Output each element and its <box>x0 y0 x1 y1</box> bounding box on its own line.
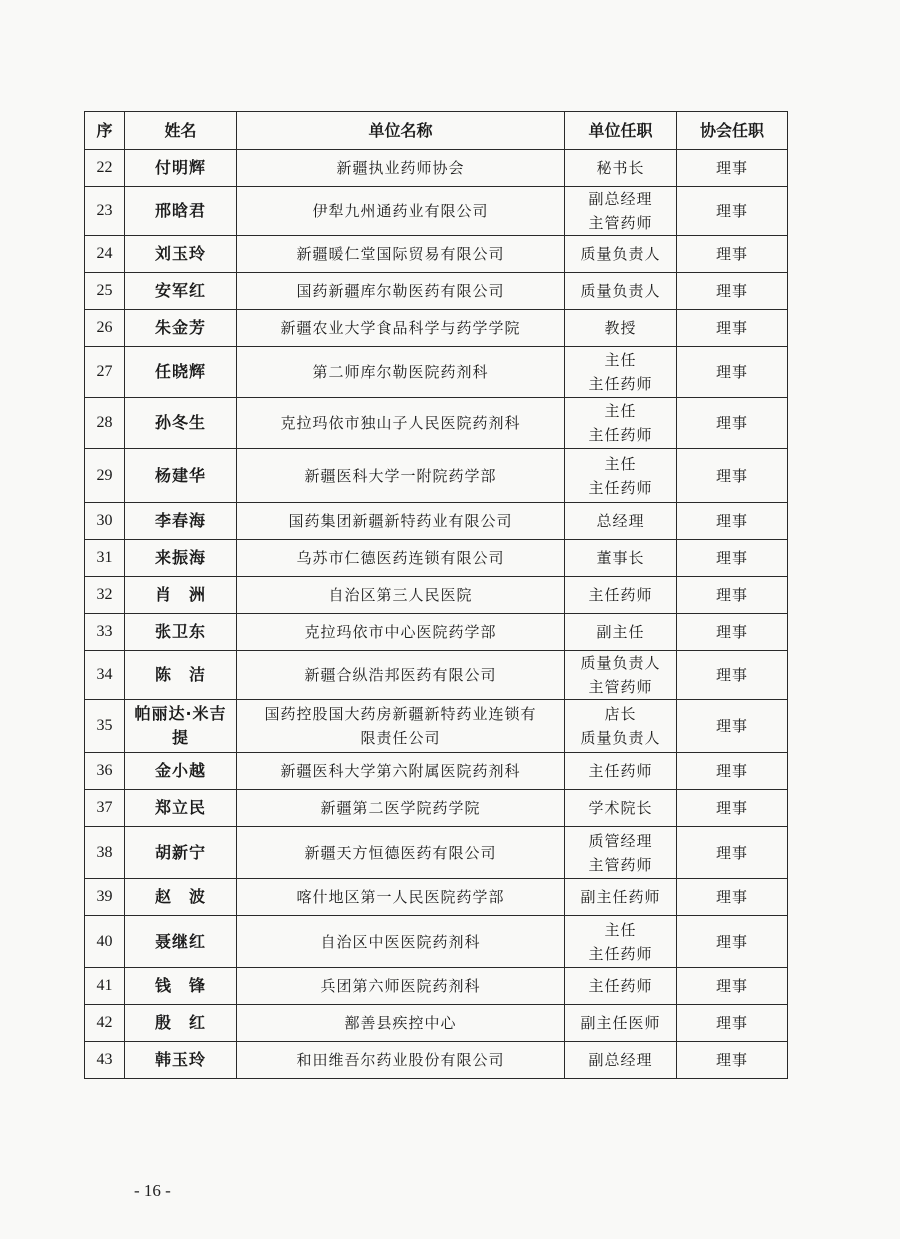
table-row <box>85 968 788 1005</box>
unit-title-cell-line: 主管药师 <box>588 855 653 874</box>
table-header-row <box>85 112 788 150</box>
unit-title-cell-line: 董事长 <box>596 549 645 567</box>
table-row <box>85 577 788 614</box>
seq-cell: 30 <box>85 503 125 540</box>
unit-title-cell <box>565 879 677 916</box>
unit-title-cell <box>565 651 677 700</box>
unit-title-cell-line: 副主任医师 <box>580 1014 661 1032</box>
unit-cell-line: 新疆执业药师协会 <box>336 159 465 177</box>
unit-title-cell-line: 主任 <box>604 351 637 369</box>
unit-cell <box>237 753 565 790</box>
association-role-cell: 理事 <box>677 879 788 916</box>
association-role-cell: 理事 <box>677 614 788 651</box>
unit-title-cell <box>565 968 677 1005</box>
table-row <box>85 310 788 347</box>
unit-title-cell-line: 质量负责人 <box>580 245 661 263</box>
unit-title-cell <box>565 503 677 540</box>
unit-cell <box>237 827 565 879</box>
seq-cell: 35 <box>85 700 125 753</box>
unit-cell <box>237 449 565 503</box>
association-role-cell: 理事 <box>677 1005 788 1042</box>
name-cell: 杨建华 <box>125 449 237 503</box>
association-role-cell: 理事 <box>677 398 788 449</box>
unit-title-cell <box>565 449 677 503</box>
seq-cell: 32 <box>85 577 125 614</box>
unit-cell <box>237 540 565 577</box>
unit-cell <box>237 879 565 916</box>
unit-cell <box>237 273 565 310</box>
unit-cell-line: 兵团第六师医院药剂科 <box>320 977 481 995</box>
unit-title-cell-line: 质量负责人 <box>580 654 661 672</box>
unit-title-cell <box>565 790 677 827</box>
unit-title-cell <box>565 1042 677 1079</box>
association-role-cell: 理事 <box>677 347 788 398</box>
header-name: 姓名 <box>125 112 237 150</box>
table-row <box>85 614 788 651</box>
name-cell: 韩玉玲 <box>125 1042 237 1079</box>
unit-title-cell-line: 秘书长 <box>596 159 645 177</box>
association-role-cell: 理事 <box>677 1042 788 1079</box>
unit-title-cell <box>565 614 677 651</box>
unit-title-cell-line: 主任药师 <box>588 586 653 604</box>
association-role-cell: 理事 <box>677 651 788 700</box>
unit-title-cell <box>565 236 677 273</box>
name-cell: 陈 洁 <box>125 651 237 700</box>
table-row <box>85 347 788 398</box>
unit-cell <box>237 150 565 187</box>
table-row <box>85 1042 788 1079</box>
seq-cell: 42 <box>85 1005 125 1042</box>
unit-title-cell <box>565 398 677 449</box>
unit-cell <box>237 1005 565 1042</box>
name-cell: 金小越 <box>125 753 237 790</box>
unit-cell <box>237 577 565 614</box>
association-role-cell: 理事 <box>677 753 788 790</box>
unit-title-cell <box>565 347 677 398</box>
unit-cell-line: 自治区第三人民医院 <box>328 586 473 604</box>
unit-title-cell-line: 教授 <box>604 319 637 337</box>
seq-cell: 36 <box>85 753 125 790</box>
seq-cell: 37 <box>85 790 125 827</box>
unit-cell-line: 限责任公司 <box>360 729 441 747</box>
unit-title-cell-line: 主管药师 <box>588 214 653 232</box>
unit-cell <box>237 614 565 651</box>
table-row <box>85 916 788 968</box>
name-cell: 付明辉 <box>125 150 237 187</box>
association-role-cell: 理事 <box>677 503 788 540</box>
unit-title-cell <box>565 150 677 187</box>
association-role-cell: 理事 <box>677 827 788 879</box>
unit-cell-line: 乌苏市仁德医药连锁有限公司 <box>296 549 505 567</box>
seq-cell: 24 <box>85 236 125 273</box>
association-role-cell: 理事 <box>677 187 788 236</box>
unit-cell-line: 新疆农业大学食品科学与药学学院 <box>280 319 521 337</box>
unit-cell-line: 伊犁九州通药业有限公司 <box>312 202 489 220</box>
name-cell: 郑立民 <box>125 790 237 827</box>
unit-cell <box>237 651 565 700</box>
table-row <box>85 790 788 827</box>
unit-cell <box>237 790 565 827</box>
unit-cell-line: 新疆暖仁堂国际贸易有限公司 <box>296 245 505 263</box>
name-cell: 邢晗君 <box>125 187 237 236</box>
table-body <box>85 150 788 1079</box>
seq-cell: 40 <box>85 916 125 968</box>
table-row <box>85 236 788 273</box>
unit-title-cell-line: 副主任 <box>596 623 645 641</box>
unit-title-cell <box>565 310 677 347</box>
table-row <box>85 398 788 449</box>
unit-title-cell-line: 质量负责人 <box>580 729 661 747</box>
unit-cell-line: 新疆第二医学院药学院 <box>320 799 481 817</box>
table-row <box>85 879 788 916</box>
unit-title-cell-line: 副主任药师 <box>580 888 661 906</box>
seq-cell: 22 <box>85 150 125 187</box>
name-cell: 来振海 <box>125 540 237 577</box>
unit-cell <box>237 503 565 540</box>
unit-title-cell <box>565 916 677 968</box>
unit-cell <box>237 236 565 273</box>
seq-cell: 39 <box>85 879 125 916</box>
member-table <box>84 111 788 1079</box>
header-unit: 单位名称 <box>237 112 565 150</box>
association-role-cell: 理事 <box>677 916 788 968</box>
seq-cell: 34 <box>85 651 125 700</box>
unit-title-cell-line: 学术院长 <box>588 799 653 817</box>
association-role-cell: 理事 <box>677 236 788 273</box>
table-row <box>85 187 788 236</box>
unit-cell-line: 克拉玛依市中心医院药学部 <box>304 623 497 641</box>
association-role-cell: 理事 <box>677 540 788 577</box>
unit-cell-line: 自治区中医医院药剂科 <box>320 932 481 951</box>
association-role-cell: 理事 <box>677 968 788 1005</box>
unit-title-cell <box>565 753 677 790</box>
table-row <box>85 651 788 700</box>
table-row <box>85 449 788 503</box>
unit-title-cell-line: 总经理 <box>596 512 645 530</box>
name-cell: 赵 波 <box>125 879 237 916</box>
unit-title-cell-line: 主管药师 <box>588 678 653 696</box>
seq-cell: 33 <box>85 614 125 651</box>
unit-title-cell-line: 主任 <box>604 454 637 473</box>
table-row <box>85 753 788 790</box>
seq-cell: 43 <box>85 1042 125 1079</box>
association-role-cell: 理事 <box>677 273 788 310</box>
unit-title-cell-line: 主任药师 <box>588 977 653 995</box>
association-role-cell: 理事 <box>677 700 788 753</box>
table-row <box>85 150 788 187</box>
unit-cell <box>237 187 565 236</box>
unit-cell-line: 新疆合纵浩邦医药有限公司 <box>304 666 497 684</box>
unit-title-cell <box>565 1005 677 1042</box>
seq-cell: 41 <box>85 968 125 1005</box>
header-seq: 序 <box>85 112 125 150</box>
unit-cell-line: 喀什地区第一人民医院药学部 <box>296 888 505 906</box>
name-cell: 张卫东 <box>125 614 237 651</box>
unit-cell-line: 克拉玛依市独山子人民医院药剂科 <box>280 414 521 432</box>
seq-cell: 27 <box>85 347 125 398</box>
unit-title-cell <box>565 187 677 236</box>
table-row <box>85 540 788 577</box>
unit-cell-line: 新疆医科大学第六附属医院药剂科 <box>280 762 521 780</box>
association-role-cell: 理事 <box>677 790 788 827</box>
association-role-cell: 理事 <box>677 310 788 347</box>
unit-title-cell-line: 主任药师 <box>588 426 653 444</box>
unit-cell-line: 和田维吾尔药业股份有限公司 <box>296 1051 505 1069</box>
unit-cell-line: 新疆医科大学一附院药学部 <box>304 466 497 485</box>
seq-cell: 29 <box>85 449 125 503</box>
unit-title-cell <box>565 577 677 614</box>
unit-title-cell-line: 主任药师 <box>588 478 653 497</box>
name-cell: 钱 锋 <box>125 968 237 1005</box>
seq-cell: 28 <box>85 398 125 449</box>
unit-cell <box>237 1042 565 1079</box>
unit-title-cell <box>565 540 677 577</box>
name-cell: 胡新宁 <box>125 827 237 879</box>
name-cell: 安军红 <box>125 273 237 310</box>
association-role-cell: 理事 <box>677 577 788 614</box>
seq-cell: 23 <box>85 187 125 236</box>
unit-cell-line: 鄯善县疾控中心 <box>344 1014 457 1032</box>
name-cell: 帕丽达·米吉提 <box>125 700 237 753</box>
unit-title-cell-line: 主任药师 <box>588 375 653 393</box>
unit-cell <box>237 968 565 1005</box>
name-cell: 朱金芳 <box>125 310 237 347</box>
seq-cell: 26 <box>85 310 125 347</box>
unit-title-cell-line: 质量负责人 <box>580 282 661 300</box>
unit-cell-line: 国药控股国大药房新疆新特药业连锁有 <box>264 705 537 723</box>
name-cell: 聂继红 <box>125 916 237 968</box>
name-cell: 李春海 <box>125 503 237 540</box>
table-row <box>85 1005 788 1042</box>
page-number: - 16 - <box>134 1181 171 1200</box>
unit-title-cell-line: 副总经理 <box>588 190 653 208</box>
name-cell: 殷 红 <box>125 1005 237 1042</box>
seq-cell: 25 <box>85 273 125 310</box>
name-cell: 任晓辉 <box>125 347 237 398</box>
unit-cell-line: 国药新疆库尔勒医药有限公司 <box>296 282 505 300</box>
seq-cell: 31 <box>85 540 125 577</box>
unit-cell <box>237 398 565 449</box>
name-cell: 刘玉玲 <box>125 236 237 273</box>
unit-title-cell-line: 店长 <box>604 705 637 723</box>
unit-cell-line: 第二师库尔勒医院药剂科 <box>312 363 489 381</box>
unit-cell <box>237 700 565 753</box>
unit-title-cell <box>565 700 677 753</box>
seq-cell: 38 <box>85 827 125 879</box>
header-unit-title: 单位任职 <box>565 112 677 150</box>
table-row <box>85 827 788 879</box>
unit-cell <box>237 347 565 398</box>
unit-cell-line: 国药集团新疆新特药业有限公司 <box>288 512 513 530</box>
unit-title-cell-line: 副总经理 <box>588 1051 653 1069</box>
unit-cell-line: 新疆天方恒德医药有限公司 <box>304 843 497 862</box>
name-cell: 孙冬生 <box>125 398 237 449</box>
header-association-role: 协会任职 <box>677 112 788 150</box>
unit-cell <box>237 310 565 347</box>
unit-title-cell-line: 主任药师 <box>588 944 653 963</box>
table-row <box>85 273 788 310</box>
unit-title-cell-line: 主任 <box>604 920 637 939</box>
unit-title-cell-line: 主任 <box>604 402 637 420</box>
name-cell: 肖 洲 <box>125 577 237 614</box>
unit-title-cell <box>565 273 677 310</box>
association-role-cell: 理事 <box>677 150 788 187</box>
association-role-cell: 理事 <box>677 449 788 503</box>
unit-title-cell <box>565 827 677 879</box>
unit-title-cell-line: 主任药师 <box>588 762 653 780</box>
table-row <box>85 503 788 540</box>
unit-cell <box>237 916 565 968</box>
table-row <box>85 700 788 753</box>
unit-title-cell-line: 质管经理 <box>588 831 653 850</box>
